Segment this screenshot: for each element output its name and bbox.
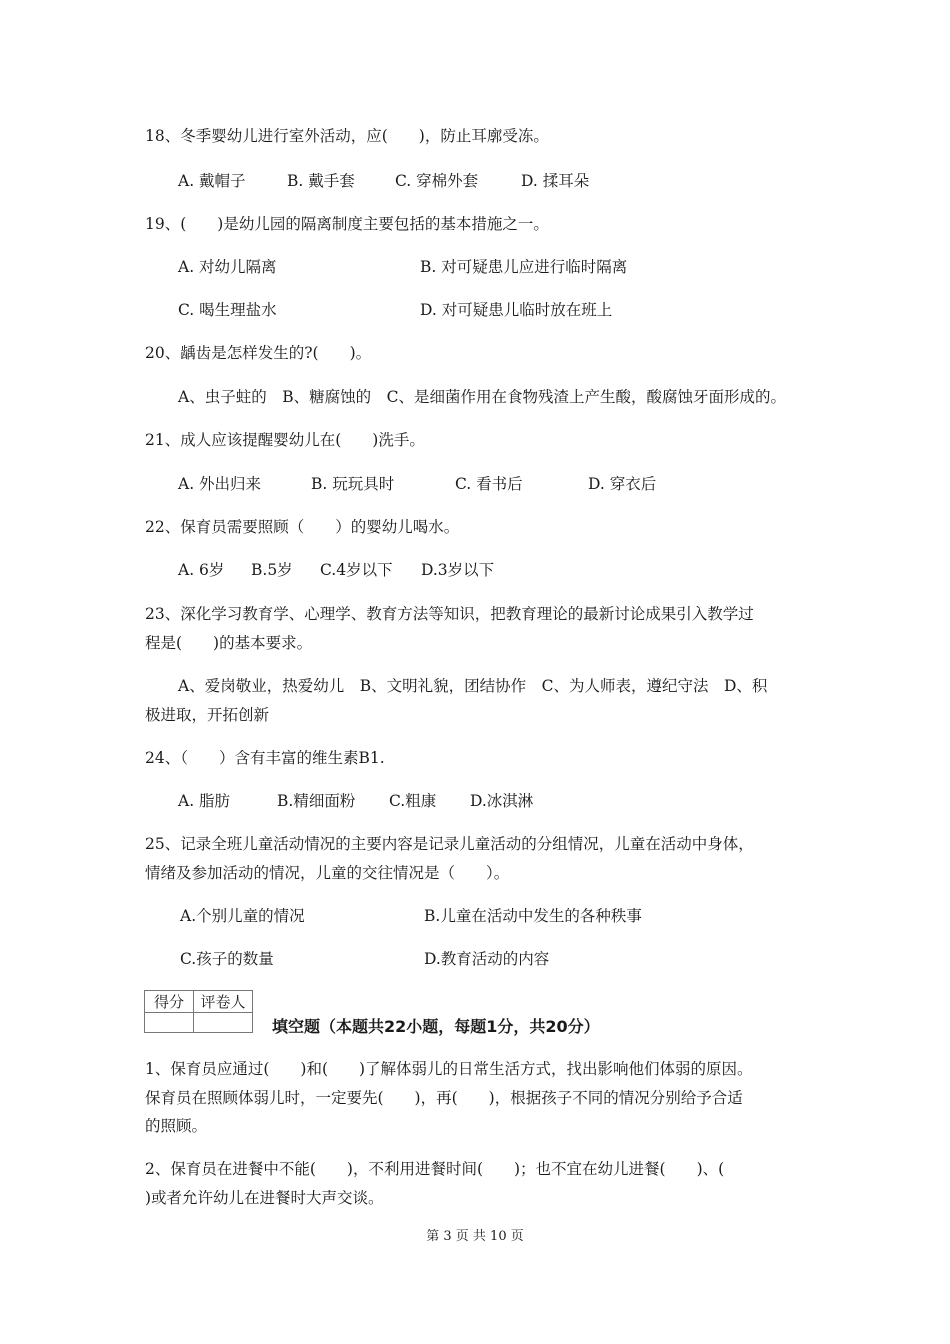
fill-2-line-2: )或者允许幼儿在进餐时大声交谈。 (145, 1189, 384, 1207)
section-title: 填空题（本题共22小题，每题1分，共20分） (272, 1017, 600, 1036)
question-21: 21、成人应该提醒婴幼儿在( )洗手。 (145, 431, 425, 449)
q19-option-d: D. 对可疑患儿临时放在班上 (420, 301, 613, 319)
q18-option-c: C. 穿棉外套 (395, 172, 479, 190)
question-22: 22、保育员需要照顾（ ）的婴幼儿喝水。 (145, 518, 460, 536)
q21-option-d: D. 穿衣后 (588, 475, 657, 493)
q25-option-d: D.教育活动的内容 (424, 950, 550, 968)
question-23-line-1: 23、深化学习教育学、心理学、教育方法等知识，把教育理论的最新讨论成果引入教学过 (145, 605, 754, 623)
grader-cell (194, 1013, 253, 1033)
question-18: 18、冬季婴幼儿进行室外活动，应( )，防止耳廓受冻。 (145, 127, 549, 145)
question-25-line-2: 情绪及参加活动的情况，儿童的交往情况是（ ）。 (145, 864, 510, 882)
q25-option-c: C.孩子的数量 (180, 950, 274, 968)
q19-option-c: C. 喝生理盐水 (178, 301, 277, 319)
q22-option-a: A. 6岁 (178, 561, 225, 579)
fill-1-line-1: 1、保育员应通过( )和( )了解体弱儿的日常生活方式，找出影响他们体弱的原因。 (145, 1060, 753, 1078)
q18-option-d: D. 揉耳朵 (521, 172, 590, 190)
q25-option-a: A.个别儿童的情况 (180, 907, 305, 925)
q18-option-b: B. 戴手套 (287, 172, 355, 190)
q25-option-b: B.儿童在活动中发生的各种秩事 (424, 907, 642, 925)
page-footer: 第 3 页 共 10 页 (426, 1229, 524, 1244)
q22-option-b: B.5岁 (251, 561, 293, 579)
question-25-line-1: 25、记录全班儿童活动情况的主要内容是记录儿童活动的分组情况，儿童在活动中身体， (145, 835, 754, 853)
question-20: 20、龋齿是怎样发生的?( )。 (145, 344, 372, 362)
q21-option-b: B. 玩玩具时 (311, 475, 395, 493)
q24-option-c: C.粗康 (389, 792, 437, 810)
q21-option-c: C. 看书后 (455, 475, 523, 493)
q20-options: A、虫子蛀的 B、糖腐蚀的 C、是细菌作用在食物残渣上产生酸，酸腐蚀牙面形成的。 (178, 388, 786, 406)
fill-2-line-1: 2、保育员在进餐中不能( )，不利用进餐时间( )；也不宜在幼儿进餐( )、( (145, 1160, 725, 1178)
fill-1-line-3: 的照顾。 (145, 1117, 208, 1135)
q22-option-d: D.3岁以下 (421, 561, 495, 579)
question-19: 19、( )是幼儿园的隔离制度主要包括的基本措施之一。 (145, 215, 549, 233)
q24-option-b: B.精细面粉 (277, 792, 356, 810)
score-table (144, 990, 253, 1033)
score-header: 得分 (145, 991, 194, 1013)
q21-option-a: A. 外出归来 (178, 475, 262, 493)
q18-option-a: A. 戴帽子 (178, 172, 246, 190)
q22-option-c: C.4岁以下 (320, 561, 393, 579)
q24-option-d: D.冰淇淋 (470, 792, 534, 810)
q24-option-a: A. 脂肪 (178, 792, 231, 810)
q23-options-line-2: 极进取，开拓创新 (145, 706, 270, 724)
q23-options-line-1: A、爱岗敬业，热爱幼儿 B、文明礼貌，团结协作 C、为人师表，遵纪守法 D、积 (178, 677, 768, 695)
question-24: 24、（ ）含有丰富的维生素B1. (145, 749, 385, 767)
question-23-line-2: 程是( )的基本要求。 (145, 634, 313, 652)
fill-1-line-2: 保育员在照顾体弱儿时，一定要先( )，再( )，根据孩子不同的情况分别给予合适 (145, 1089, 743, 1107)
q19-option-a: A. 对幼儿隔离 (178, 258, 277, 276)
grader-header: 评卷人 (194, 991, 253, 1013)
score-cell (145, 1013, 194, 1033)
q19-option-b: B. 对可疑患儿应进行临时隔离 (420, 258, 628, 276)
